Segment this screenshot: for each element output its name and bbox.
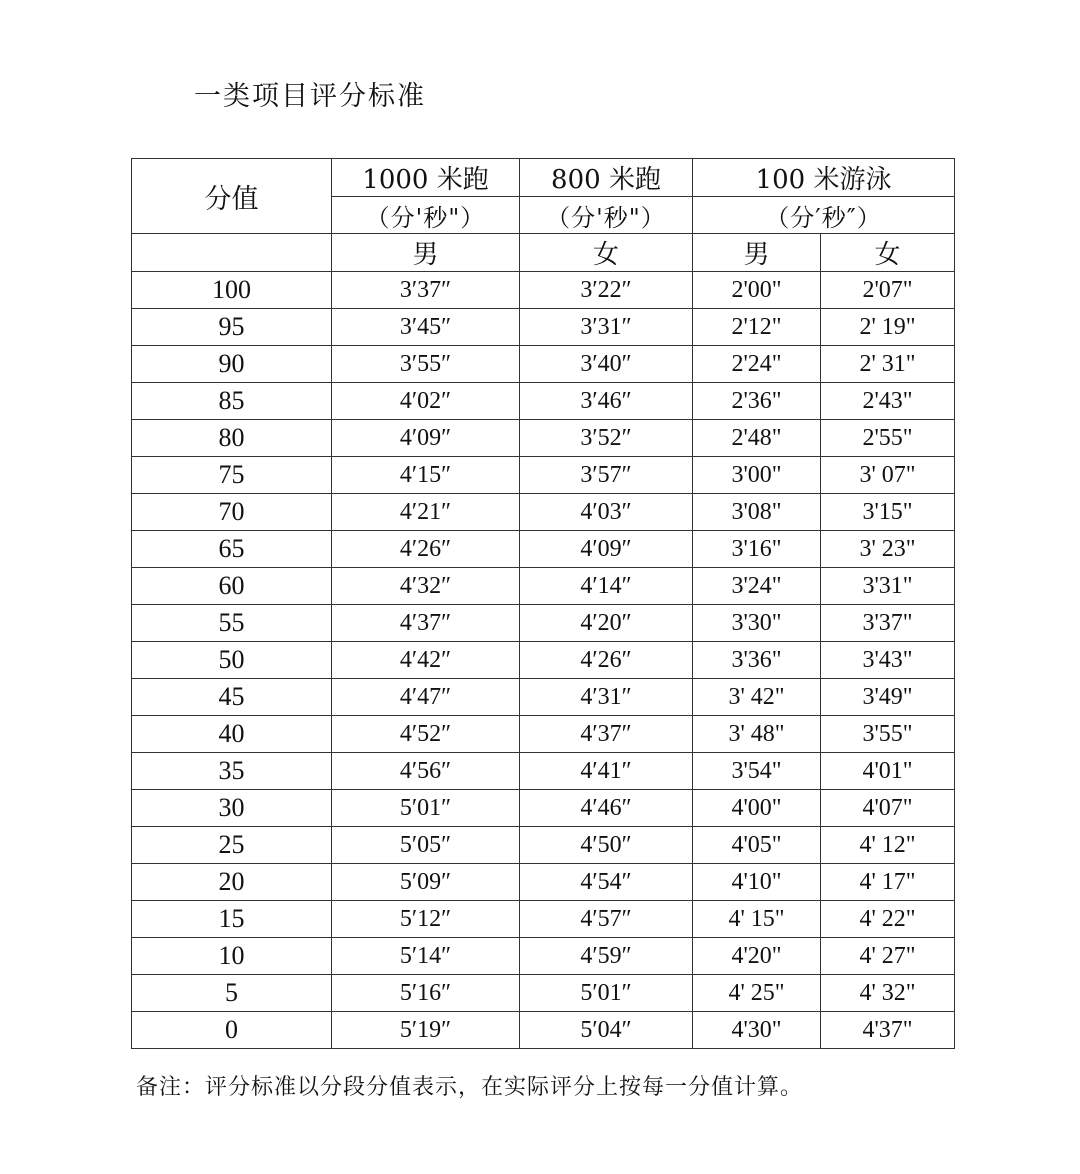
swim-100m-male-cell: 3'30"	[693, 605, 821, 642]
swim-100m-female-cell: 3'15"	[821, 494, 955, 531]
run-1000m-male-cell: 5′12″	[332, 901, 520, 938]
table-row	[132, 679, 955, 716]
table-row	[132, 716, 955, 753]
swim-100m-female-cell: 4'07"	[821, 790, 955, 827]
run-800m-female-cell: 4′46″	[520, 790, 693, 827]
gender-header-swim-female: 女	[821, 234, 955, 272]
swim-100m-female-cell: 2'43"	[821, 383, 955, 420]
table-row	[132, 494, 955, 531]
run-1000m-male-cell: 5′19″	[332, 1012, 520, 1049]
footnote: 备注：评分标准以分段分值表示，在实际评分上按每一分值计算。	[136, 1075, 804, 1100]
run-800m-female-cell: 5′04″	[520, 1012, 693, 1049]
swim-100m-male-cell: 2'12"	[693, 309, 821, 346]
score-cell: 95	[132, 309, 332, 346]
run-1000m-male-cell: 5′01″	[332, 790, 520, 827]
swim-100m-female-cell: 3'37"	[821, 605, 955, 642]
run-800m-female-cell: 4′09″	[520, 531, 693, 568]
run-1000m-male-cell: 4′32″	[332, 568, 520, 605]
swim-100m-female-cell: 3'55"	[821, 716, 955, 753]
run-800m-female-cell: 5′01″	[520, 975, 693, 1012]
run-800m-female-cell: 4′59″	[520, 938, 693, 975]
run-800m-female-cell: 4′50″	[520, 827, 693, 864]
table-row	[132, 420, 955, 457]
swim-100m-male-cell: 3'54"	[693, 753, 821, 790]
swim-100m-male-cell: 2'36"	[693, 383, 821, 420]
swim-100m-male-cell: 4'05"	[693, 827, 821, 864]
run-800m-female-cell: 3′46″	[520, 383, 693, 420]
swim-100m-male-cell: 3' 48"	[693, 716, 821, 753]
header-blank-cell	[132, 234, 332, 272]
swim-100m-female-cell: 4' 17"	[821, 864, 955, 901]
run-800m-female-cell: 4′26″	[520, 642, 693, 679]
swim-100m-female-cell: 2' 31"	[821, 346, 955, 383]
score-cell: 70	[132, 494, 332, 531]
swim-100m-male-cell: 3' 42"	[693, 679, 821, 716]
unit-header-800m: （分'秒"）	[520, 197, 693, 234]
swim-100m-male-cell: 4'30"	[693, 1012, 821, 1049]
run-1000m-male-cell: 3′45″	[332, 309, 520, 346]
score-cell: 15	[132, 901, 332, 938]
swim-100m-male-cell: 4'00"	[693, 790, 821, 827]
run-1000m-male-cell: 4′56″	[332, 753, 520, 790]
table-row	[132, 605, 955, 642]
score-cell: 65	[132, 531, 332, 568]
swim-100m-male-cell: 4' 15"	[693, 901, 821, 938]
score-cell: 90	[132, 346, 332, 383]
table-row	[132, 568, 955, 605]
swim-100m-male-cell: 4' 25"	[693, 975, 821, 1012]
score-cell: 55	[132, 605, 332, 642]
swim-100m-male-cell: 4'20"	[693, 938, 821, 975]
gender-header-1000m-male: 男	[332, 234, 520, 272]
swim-100m-female-cell: 4'01"	[821, 753, 955, 790]
score-cell: 5	[132, 975, 332, 1012]
score-cell: 60	[132, 568, 332, 605]
run-800m-female-cell: 4′31″	[520, 679, 693, 716]
swim-100m-male-cell: 3'24"	[693, 568, 821, 605]
event-header-1000m: 1000 米跑	[332, 159, 520, 197]
run-1000m-male-cell: 4′02″	[332, 383, 520, 420]
table-row	[132, 346, 955, 383]
header-row-events	[132, 159, 955, 197]
score-cell: 40	[132, 716, 332, 753]
run-1000m-male-cell: 4′09″	[332, 420, 520, 457]
score-column-header: 分值	[132, 159, 332, 234]
swim-100m-female-cell: 4' 12"	[821, 827, 955, 864]
run-1000m-male-cell: 5′14″	[332, 938, 520, 975]
score-cell: 35	[132, 753, 332, 790]
run-800m-female-cell: 3′40″	[520, 346, 693, 383]
table-row	[132, 975, 955, 1012]
swim-100m-female-cell: 4' 32"	[821, 975, 955, 1012]
run-1000m-male-cell: 4′26″	[332, 531, 520, 568]
table-row	[132, 272, 955, 309]
swim-100m-female-cell: 2'55"	[821, 420, 955, 457]
page-title: 一类项目评分标准	[194, 81, 426, 112]
swim-100m-female-cell: 2'07"	[821, 272, 955, 309]
score-cell: 100	[132, 272, 332, 309]
run-800m-female-cell: 4′54″	[520, 864, 693, 901]
swim-100m-male-cell: 3'00"	[693, 457, 821, 494]
run-1000m-male-cell: 5′09″	[332, 864, 520, 901]
swim-100m-female-cell: 2' 19"	[821, 309, 955, 346]
score-cell: 20	[132, 864, 332, 901]
score-cell: 25	[132, 827, 332, 864]
run-1000m-male-cell: 4′37″	[332, 605, 520, 642]
table-row	[132, 827, 955, 864]
run-800m-female-cell: 4′03″	[520, 494, 693, 531]
swim-100m-female-cell: 3' 07"	[821, 457, 955, 494]
gender-header-swim-male: 男	[693, 234, 821, 272]
run-1000m-male-cell: 4′42″	[332, 642, 520, 679]
swim-100m-male-cell: 2'48"	[693, 420, 821, 457]
score-cell: 75	[132, 457, 332, 494]
run-1000m-male-cell: 5′16″	[332, 975, 520, 1012]
unit-header-1000m: （分'秒"）	[332, 197, 520, 234]
run-800m-female-cell: 4′37″	[520, 716, 693, 753]
score-cell: 80	[132, 420, 332, 457]
swim-100m-female-cell: 3' 23"	[821, 531, 955, 568]
run-1000m-male-cell: 4′21″	[332, 494, 520, 531]
run-800m-female-cell: 3′31″	[520, 309, 693, 346]
event-header-100m-swim: 100 米游泳	[693, 159, 955, 197]
table-body	[132, 272, 955, 1049]
swim-100m-female-cell: 3'31"	[821, 568, 955, 605]
gender-header-800m-female: 女	[520, 234, 693, 272]
swim-100m-male-cell: 3'08"	[693, 494, 821, 531]
table-row	[132, 642, 955, 679]
swim-100m-female-cell: 3'43"	[821, 642, 955, 679]
run-1000m-male-cell: 5′05″	[332, 827, 520, 864]
table-row	[132, 753, 955, 790]
table-row	[132, 383, 955, 420]
score-cell: 50	[132, 642, 332, 679]
run-1000m-male-cell: 4′47″	[332, 679, 520, 716]
run-1000m-male-cell: 4′52″	[332, 716, 520, 753]
run-800m-female-cell: 4′41″	[520, 753, 693, 790]
swim-100m-male-cell: 2'00"	[693, 272, 821, 309]
swim-100m-male-cell: 3'36"	[693, 642, 821, 679]
score-cell: 85	[132, 383, 332, 420]
swim-100m-female-cell: 4'37"	[821, 1012, 955, 1049]
swim-100m-male-cell: 4'10"	[693, 864, 821, 901]
run-800m-female-cell: 3′57″	[520, 457, 693, 494]
run-1000m-male-cell: 3′37″	[332, 272, 520, 309]
run-800m-female-cell: 3′52″	[520, 420, 693, 457]
swim-100m-female-cell: 3'49"	[821, 679, 955, 716]
table-row	[132, 938, 955, 975]
score-cell: 0	[132, 1012, 332, 1049]
run-800m-female-cell: 4′20″	[520, 605, 693, 642]
swim-100m-female-cell: 4' 27"	[821, 938, 955, 975]
swim-100m-female-cell: 4' 22"	[821, 901, 955, 938]
swim-100m-male-cell: 3'16"	[693, 531, 821, 568]
score-cell: 10	[132, 938, 332, 975]
table-row	[132, 457, 955, 494]
table-row	[132, 864, 955, 901]
header-row-genders	[132, 234, 955, 272]
table-row	[132, 1012, 955, 1049]
run-1000m-male-cell: 4′15″	[332, 457, 520, 494]
score-cell: 45	[132, 679, 332, 716]
scoring-table	[131, 158, 955, 1049]
swim-100m-male-cell: 2'24"	[693, 346, 821, 383]
table-row	[132, 309, 955, 346]
event-header-800m: 800 米跑	[520, 159, 693, 197]
run-800m-female-cell: 4′57″	[520, 901, 693, 938]
run-1000m-male-cell: 3′55″	[332, 346, 520, 383]
table-row	[132, 790, 955, 827]
unit-header-100m-swim: （分′秒″）	[693, 197, 955, 234]
table-row	[132, 901, 955, 938]
run-800m-female-cell: 3′22″	[520, 272, 693, 309]
run-800m-female-cell: 4′14″	[520, 568, 693, 605]
score-cell: 30	[132, 790, 332, 827]
table-row	[132, 531, 955, 568]
